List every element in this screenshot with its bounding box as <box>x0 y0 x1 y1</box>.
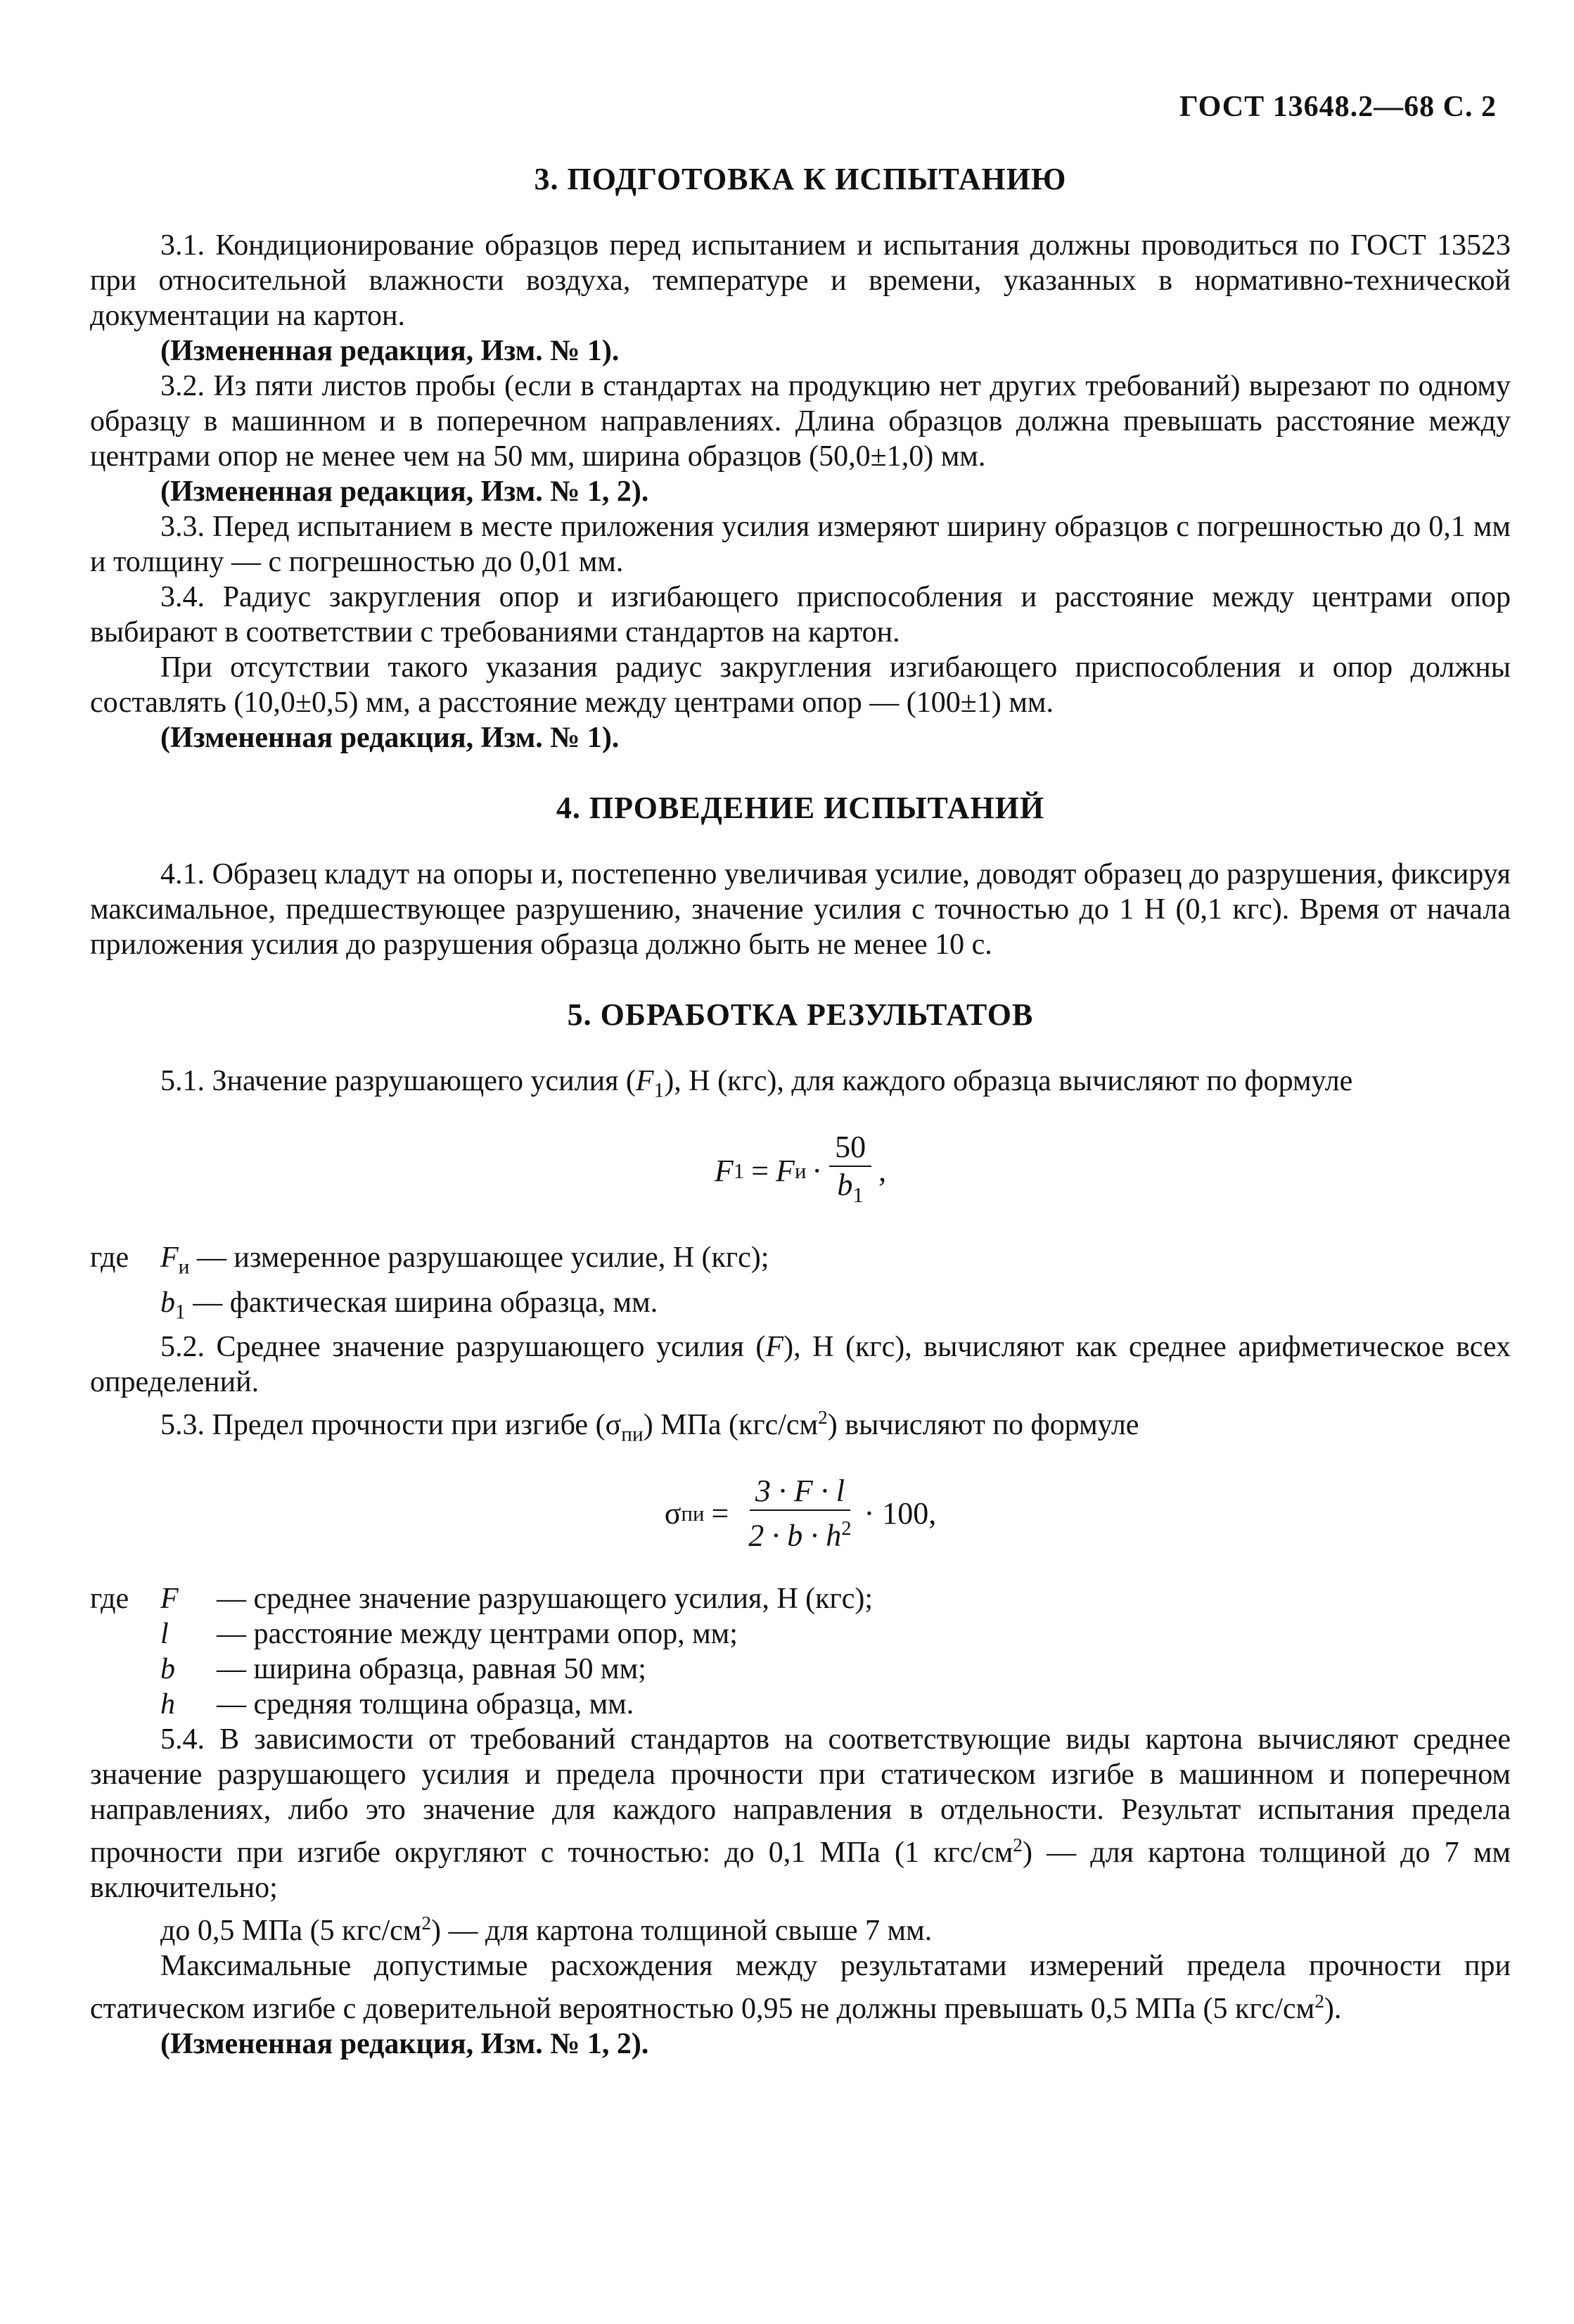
paragraph-3-4-note: При отсутствии такого указания радиус закругления изгибающего приспособления и опор должны составлять (10,0±0,5) мм, а расстояние между центрами опор — (100±1) мм. <box>90 651 1511 719</box>
page-header: ГОСТ 13648.2—68 С. 2 <box>1179 91 1497 123</box>
where-block-2: где F — среднее значение разрушающего усилия, Н (кгс); l — расстояние между центрами опор, мм; b — ширина образца, равная 50 мм; h — средняя толщина образца, мм. <box>90 1583 874 1721</box>
term-row: l — расстояние между центрами опор, мм; <box>160 1618 738 1651</box>
paragraph-4-1: 4.1. Образец кладут на опоры и, постепенно увеличивая усилие, доводят образец до разрушения, фиксируя максимальное, предшествующее разрушению, значение усилия с точностью до 1 Н (0,1 кгс). Время от начала приложения усилия до разрушения образца должно быть не менее 10 с. <box>90 858 1511 961</box>
revision-note: (Измененная редакция, Изм. № 1). <box>160 335 620 367</box>
paragraph-3-2: 3.2. Из пяти листов пробы (если в стандартах на продукцию нет других требований) вырезают по одному образцу в машинном и в поперечном направлениях. Длина образцов должна превышать расстояние между центрами опор не менее чем на 50 мм, ширина образцов (50,0±1,0) мм. <box>90 370 1511 473</box>
term-row: h — средняя толщина образца, мм. <box>160 1688 634 1721</box>
paragraph-5-4-b: до 0,5 МПа (5 кгс/$см^2$) — для картона толщиной свыше 7 мм. <box>160 1913 933 1948</box>
revision-note: (Измененная редакция, Изм. № 1). <box>160 722 620 754</box>
paragraph-5-1: 5.1. Значение разрушающего усилия $(F_1)$, Н (кгс), для каждого образца вычисляют по формуле <box>160 1065 1353 1102</box>
fraction: $\frac{3 \cdot F \cdot l}{2 \cdot b \cdot h^2}$ <box>748 1474 852 1554</box>
revision-note: (Измененная редакция, Изм. № 1, 2). <box>160 475 649 508</box>
term-row: b — ширина образца, равная 50 мм; <box>160 1653 646 1686</box>
document-body <box>90 162 1511 2062</box>
paragraph-5-4-c: Максимальные допустимые расхождения между результатами измерений предела прочности при статическом изгибе с доверительной вероятностью 0,95 не должны превышать 0,5 МПа (5 кгс/$см^2$). <box>90 1950 1511 2026</box>
revision-note: (Измененная редакция, Изм. № 1, 2). <box>160 2028 649 2061</box>
paragraph-3-4: 3.4. Радиус закругления опор и изгибающего приспособления и расстояние между центрами опор выбирают в соответствии с требованиями стандартов на картон. <box>90 581 1511 649</box>
paragraph-3-3: 3.3. Перед испытанием в месте приложения усилия измеряют ширину образцов с погрешностью до 0,1 мм и толщину — с погрешностью до 0,01 мм. <box>90 511 1511 578</box>
formula-sigma: σ пи = $\frac{3 \cdot F \cdot l}{2 \cdot b \cdot h^2}$ · 100, <box>664 1474 937 1554</box>
section-3-title: 3. ПОДГОТОВКА К ИСПЫТАНИЮ <box>534 162 1067 196</box>
fraction: $\frac{50}{b_1}$ <box>829 1129 871 1213</box>
where-block-1: где $F_и$ — измеренное разрушающее усилие, Н (кгс); <box>90 1241 769 1279</box>
formula-f1: F 1 = F и · $\frac{50}{b_1}$ , <box>90 1129 1511 1213</box>
where-block-1-b: $b_1$ — фактическая ширина образца, мм. <box>160 1286 658 1323</box>
paragraph-3-1: 3.1. Кондиционирование образцов перед испытанием и испытания должны проводиться по ГОСТ 13523 при относительной влажности воздуха, температуре и времени, указанных в нормативно-технической документации на картон. <box>90 229 1511 332</box>
paragraph-5-2: 5.2. Среднее значение разрушающего усилия (F), Н (кгс), вычисляют как среднее арифметическое всех определений. <box>90 1330 1511 1398</box>
section-5-title: 5. ОБРАБОТКА РЕЗУЛЬТАТОВ <box>567 997 1034 1032</box>
section-4-title: 4. ПРОВЕДЕНИЕ ИСПЫТАНИЙ <box>556 791 1045 825</box>
paragraph-5-4: 5.4. В зависимости от требований стандартов на соответствующие виды картона вычисляют среднее значение разрушающего усилия и предела прочности при статическом изгибе в машинном и поперечном направлениях, либо это значение для каждого направления в отдельности. Результат испытания предела прочности при изгибе округляют с точностью: до 0,1 МПа (1 кгс/$см^2$) — для картона толщиной до 7 мм включительно; <box>90 1723 1511 1905</box>
term-row: F — среднее значение разрушающего усилия, Н (кгс); <box>160 1583 874 1616</box>
paragraph-5-3: 5.3. Предел прочности при изгибе $(\sigma_{пи})$ МПа $(кгс/см^2)$ вычисляют по формуле <box>160 1406 1139 1446</box>
